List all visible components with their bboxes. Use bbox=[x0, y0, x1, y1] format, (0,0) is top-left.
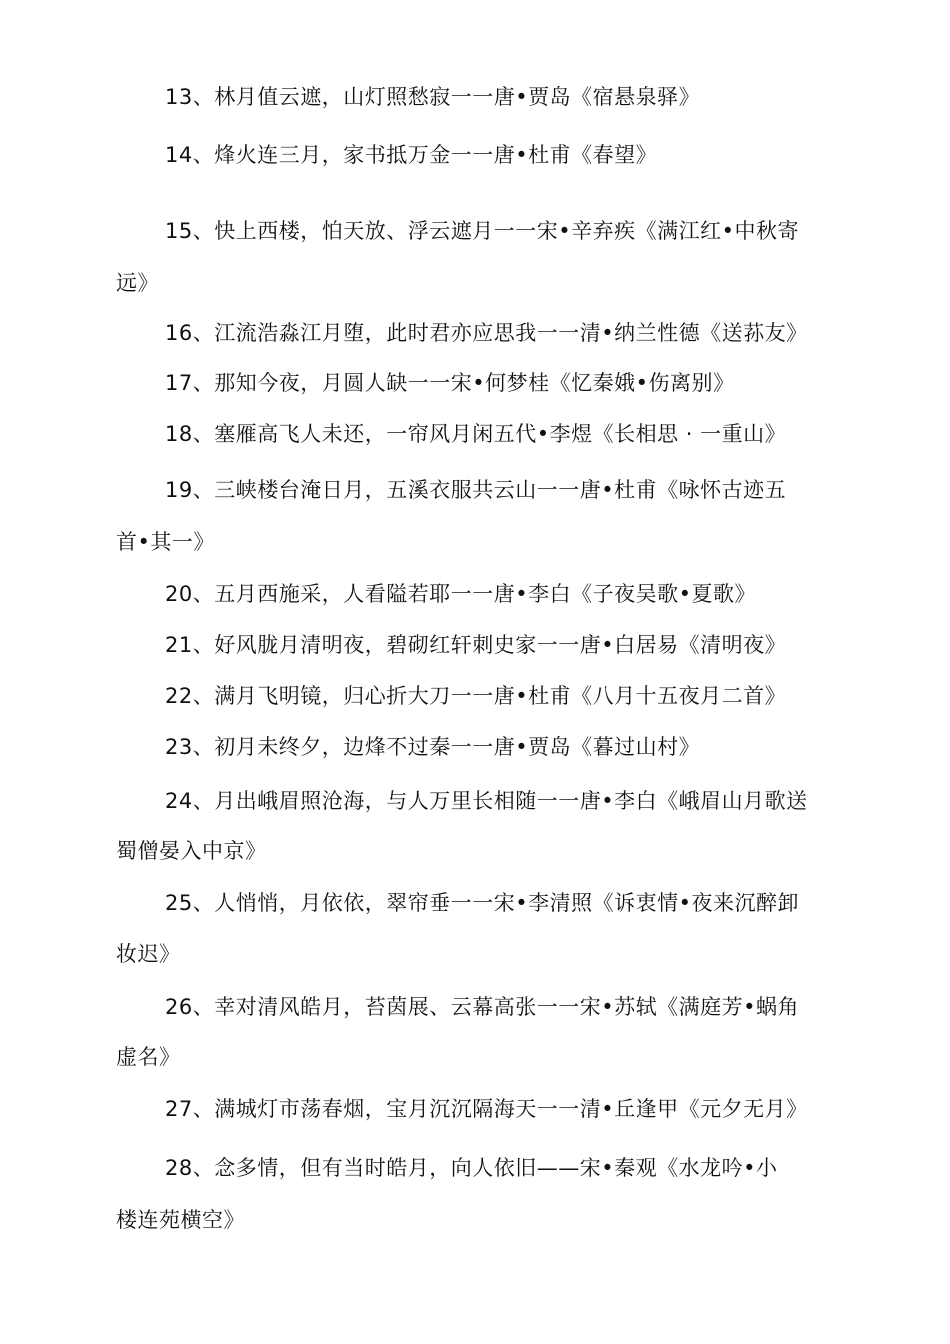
entry-20-line-1: 20、五月西施采，人看隘若耶一一唐•李白《子夜吴歌•夏歌》 bbox=[165, 582, 756, 606]
entry-16-line-1: 16、江流浩淼江月堕，此时君亦应思我一一清•纳兰性德《送荪友》 bbox=[165, 321, 808, 345]
entry-24-line-2: 蜀僧晏入中京》 bbox=[116, 839, 267, 863]
entry-15-line-2: 远》 bbox=[116, 271, 159, 295]
entry-27-line-1: 27、满城灯市荡春烟，宝月沉沉隔海天一一清•丘逢甲《元夕无月》 bbox=[165, 1097, 808, 1121]
entry-14-line-1: 14、烽火连三月，家书抵万金一一唐•杜甫《春望》 bbox=[165, 143, 658, 167]
entry-24-line-1: 24、月出峨眉照沧海，与人万里长相随一一唐•李白《峨眉山月歌送 bbox=[165, 789, 808, 813]
entry-19-line-1: 19、三峡楼台淹日月，五溪衣服共云山一一唐•杜甫《咏怀古迹五 bbox=[165, 478, 787, 502]
entry-15-line-1: 15、快上西楼，怕天放、浮云遮月一一宋•辛弃疾《满江红•中秋寄 bbox=[165, 219, 799, 243]
entry-23-line-1: 23、初月未终夕，边烽不过秦一一唐•贾岛《暮过山村》 bbox=[165, 735, 701, 759]
entry-25-line-1: 25、人悄悄，月依依，翠帘垂一一宋•李清照《诉衷情•夜来沉醉卸 bbox=[165, 891, 799, 915]
entry-21-line-1: 21、好风胧月清明夜，碧砌红轩刺史家一一唐•白居易《清明夜》 bbox=[165, 633, 787, 657]
entry-13-line-1: 13、林月值云遮，山灯照愁寂一一唐•贾岛《宿悬泉驿》 bbox=[165, 85, 701, 109]
entry-26-line-1: 26、幸对清风皓月，苔茵展、云幕高张一一宋•苏轼《满庭芳•蜗角 bbox=[165, 995, 799, 1019]
entry-17-line-1: 17、那知今夜，月圆人缺一一宋•何梦桂《忆秦娥•伤离别》 bbox=[165, 371, 735, 395]
entry-26-line-2: 虚名》 bbox=[116, 1045, 181, 1069]
entry-25-line-2: 妆迟》 bbox=[116, 942, 181, 966]
entry-18-line-1: 18、塞雁高飞人未还，一帘风月闲五代•李煜《长相思 · 一重山》 bbox=[165, 422, 787, 446]
entry-28-line-1: 28、念多情，但有当时皓月，向人依旧——宋•秦观《水龙吟•小 bbox=[165, 1156, 778, 1180]
entry-19-line-2: 首•其一》 bbox=[116, 530, 215, 554]
entry-28-line-2: 楼连苑横空》 bbox=[116, 1208, 245, 1232]
entry-22-line-1: 22、满月飞明镜，归心折大刀一一唐•杜甫《八月十五夜月二首》 bbox=[165, 684, 787, 708]
